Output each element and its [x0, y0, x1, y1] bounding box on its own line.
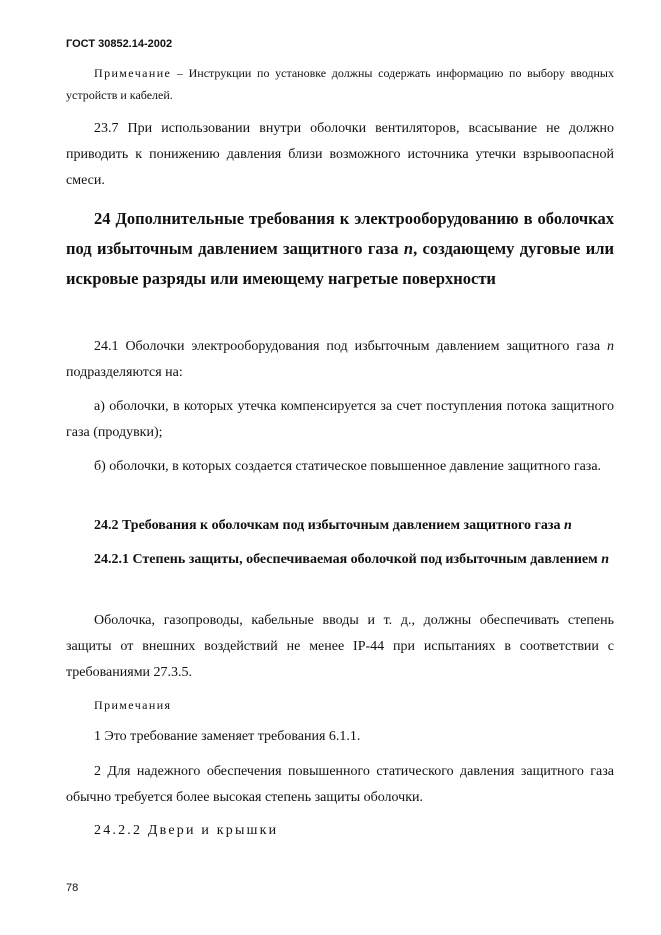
clause-24-1-a: а) оболочки, в которых утечка компенсируется за счет поступления потока защитного газа (продувки); — [66, 399, 614, 440]
clause-24-1 — [66, 334, 614, 386]
note-1: 1 Это требование заменяет требования 6.1.1. — [94, 729, 361, 744]
clause-24-2-symbol: п — [564, 518, 572, 533]
clause-24-1-text-end: подразделяются на: — [66, 365, 183, 380]
section-24-title-end: , создающему дуговые или искровые разряды или имеющему нагретые поверхности — [66, 239, 614, 288]
note-text: – Инструкции по установке должны содержать информацию по выбору вводных устройств и кабелей. — [66, 66, 614, 102]
note-2: 2 Для надежного обеспечения повышенного статического давления защитного газа обычно требуется более высокая степень защиты оболочки. — [66, 764, 614, 805]
clause-24-2-1-symbol: п — [601, 552, 609, 567]
note-label: Примечание — [94, 66, 172, 80]
clause-23-7: 23.7 При использовании внутри оболочки вентиляторов, всасывание не должно приводить к понижению давления близи возможного источника утечки взрывоопасной смеси. — [66, 121, 614, 188]
page-number: 78 — [66, 882, 79, 894]
clause-24-2-heading — [66, 513, 614, 539]
clause-24-2-1-title: 24.2.1 Степень защиты, обеспечиваемая оболочкой под избыточным давлением — [94, 552, 602, 567]
section-24-heading — [66, 204, 614, 294]
clause-24-1-b: б) оболочки, в которых создается статическое повышенное давление защитного газа. — [94, 459, 602, 474]
clause-24-1-text: 24.1 Оболочки электрооборудования под избыточным давлением защитного газа — [94, 339, 607, 354]
clause-24-2-title: 24.2 Требования к оболочкам под избыточным давлением защитного газа — [94, 518, 564, 533]
clause-24-2-2-heading: 24.2.2 Двери и крышки — [94, 823, 279, 838]
note-installation — [66, 62, 614, 106]
clause-24-2-1-body: Оболочка, газопроводы, кабельные вводы и т. д., должны обеспечивать степень защиты от внешних воздействий не менее IP-44 при испытаниях в соответствии с требованиями 27.3.5. — [66, 613, 614, 680]
clause-24-1-symbol: п — [607, 339, 614, 354]
clause-24-2-1-heading — [66, 547, 614, 573]
notes-label: Примечания — [94, 698, 172, 712]
section-24-symbol: п — [403, 239, 414, 258]
document-header: ГОСТ 30852.14-2002 — [66, 38, 173, 50]
section-24-title: 24 Дополнительные требования к электрооборудованию в оболочках под избыточным давлением защитного газа — [66, 209, 614, 258]
